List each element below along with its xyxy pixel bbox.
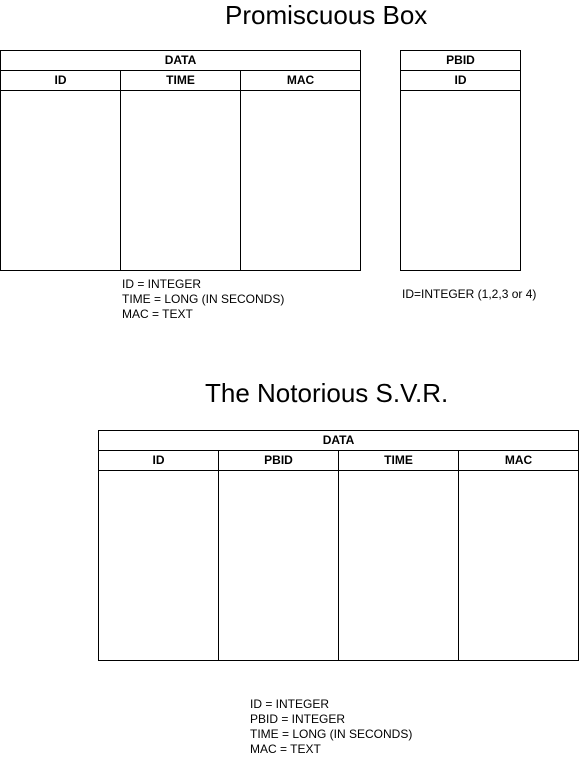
column-header: MAC	[241, 71, 360, 91]
column-time	[121, 71, 241, 270]
promiscuous-pbid-note: ID=INTEGER (1,2,3 or 4)	[402, 287, 537, 301]
note-line: ID = INTEGER	[250, 697, 330, 711]
column-header: ID	[401, 71, 520, 91]
column-header: TIME	[339, 451, 458, 471]
column-time	[339, 451, 459, 660]
column-mac	[459, 451, 578, 660]
note-line: PBID = INTEGER	[250, 712, 346, 726]
column-id	[1, 71, 121, 270]
table-header: DATA	[99, 431, 578, 451]
svr-title: The Notorious S.V.R.	[205, 378, 449, 408]
svr-data-table	[98, 430, 579, 661]
column-mac	[241, 71, 360, 270]
svr-data-notes	[250, 697, 412, 757]
table-header: PBID	[401, 51, 520, 71]
note-line: TIME = LONG (IN SECONDS)	[250, 727, 413, 741]
column-pbid	[219, 451, 339, 660]
promiscuous-pbid-table	[400, 50, 521, 271]
promiscuous-data-table	[0, 50, 361, 271]
note-line: MAC = TEXT	[122, 307, 193, 321]
table-header: DATA	[1, 51, 360, 71]
promiscuous-data-notes	[122, 277, 284, 322]
note-line: MAC = TEXT	[250, 742, 321, 756]
column-header: PBID	[219, 451, 338, 471]
promiscuous-box-title: Promiscuous Box	[225, 0, 428, 30]
note-line: TIME = LONG (IN SECONDS)	[122, 292, 285, 306]
column-header: ID	[99, 451, 218, 471]
column-id	[401, 71, 520, 270]
column-header: MAC	[459, 451, 578, 471]
column-header: ID	[1, 71, 120, 91]
column-id	[99, 451, 219, 660]
note-line: ID = INTEGER	[122, 277, 202, 291]
column-header: TIME	[121, 71, 240, 91]
